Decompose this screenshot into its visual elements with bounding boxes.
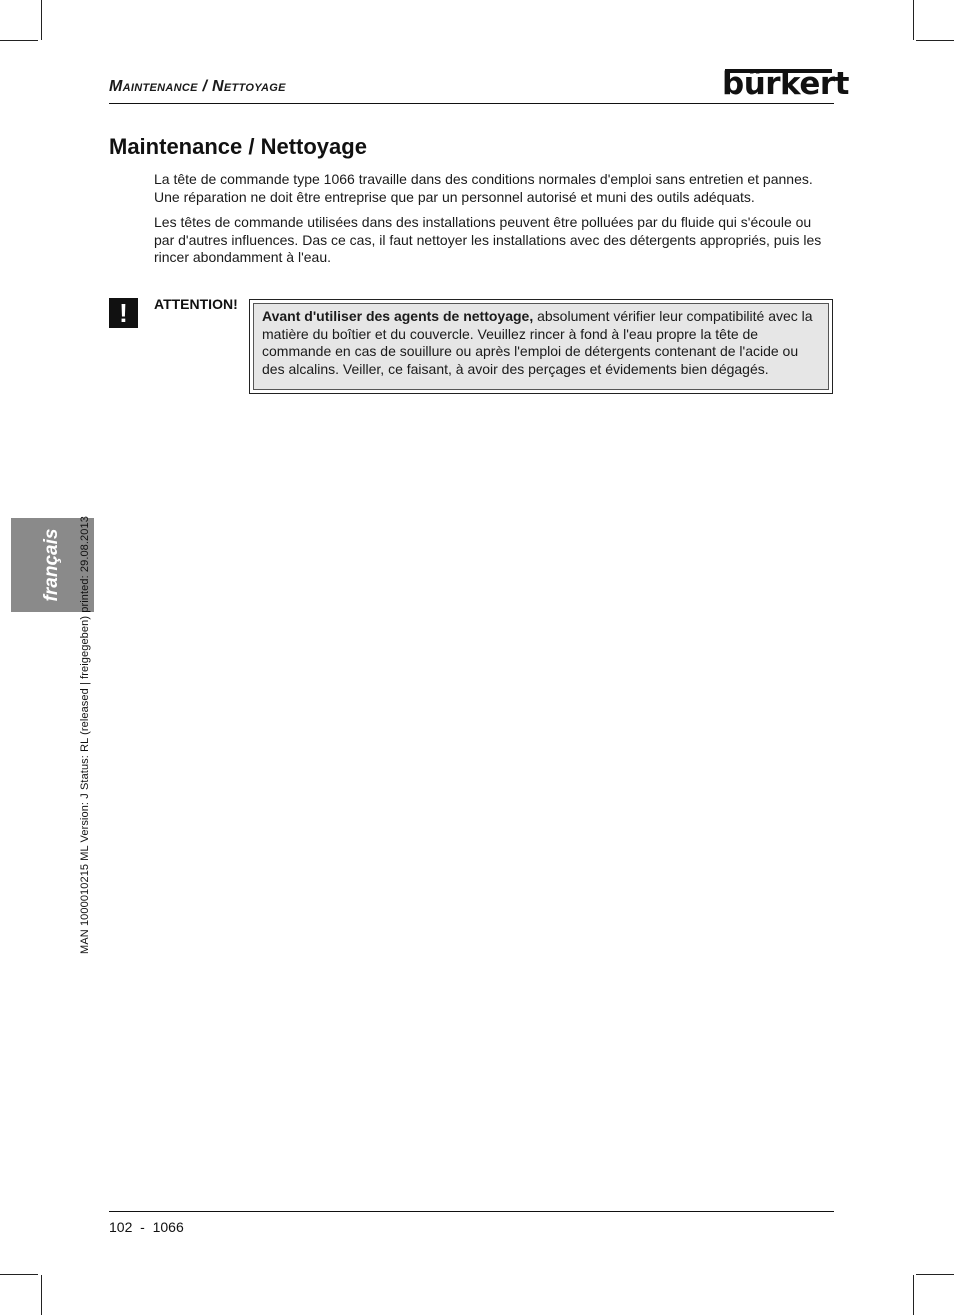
running-header-initial-2: N — [212, 78, 224, 95]
page-number: 102 - 1066 — [109, 1219, 184, 1235]
page-title: Maintenance / Nettoyage — [109, 134, 367, 159]
header-rule — [109, 103, 834, 104]
paragraph-cleaning: Les têtes de commande utilisées dans des installations peuvent être polluées par du fluide qui s'écoule ou par d'autres influences. Das ce cas, il faut nettoyer les installations avec des détergents appropriés, puis les rincer abondamment à l'eau. — [154, 214, 822, 265]
running-header-part-1: aintenance / — [122, 78, 212, 95]
running-header-initial-1: M — [109, 78, 123, 95]
crop-mark — [913, 0, 914, 40]
warning-note-bold: Avant d'utiliser des agents de nettoyage, — [262, 308, 534, 324]
crop-mark — [41, 1275, 42, 1315]
language-tab-label: français — [41, 528, 62, 602]
brand-logo: bürkert — [722, 66, 849, 102]
warning-note-text: absolument vérifier leur compatibilité avec la matière du boîtier et du couvercle. Veuillez rincer à fond à l'eau propre la tête de commande en cas de souillure ou après l'emploi de détergents contenant de l'acide ou des alcalins. Veiller, ce faisant, à avoir des perçages et évidements bien dégagés. — [262, 308, 813, 377]
crop-mark — [913, 1275, 914, 1315]
attention-label: ATTENTION! — [154, 296, 238, 312]
footer-rule — [109, 1211, 834, 1212]
warning-note-box — [249, 299, 833, 394]
document-meta-vertical: MAN 1000010215 ML Version: J Status: RL (released | freigegeben) printed: 29.08.2013 — [79, 516, 91, 954]
crop-mark — [916, 40, 954, 41]
crop-mark — [0, 1274, 38, 1275]
crop-mark — [0, 40, 38, 41]
warning-note-content — [253, 303, 829, 390]
warning-exclamation-icon: ! — [109, 298, 138, 328]
crop-mark — [41, 0, 42, 40]
crop-mark — [916, 1274, 954, 1275]
running-header-part-2: ettoyage — [223, 78, 286, 95]
paragraph-maintenance: La tête de commande type 1066 travaille dans des conditions normales d'emploi sans entretien et pannes. Une réparation ne doit être entreprise que par un personnel autorisé et muni des outils adéquats. — [154, 171, 813, 205]
running-header — [109, 78, 286, 96]
